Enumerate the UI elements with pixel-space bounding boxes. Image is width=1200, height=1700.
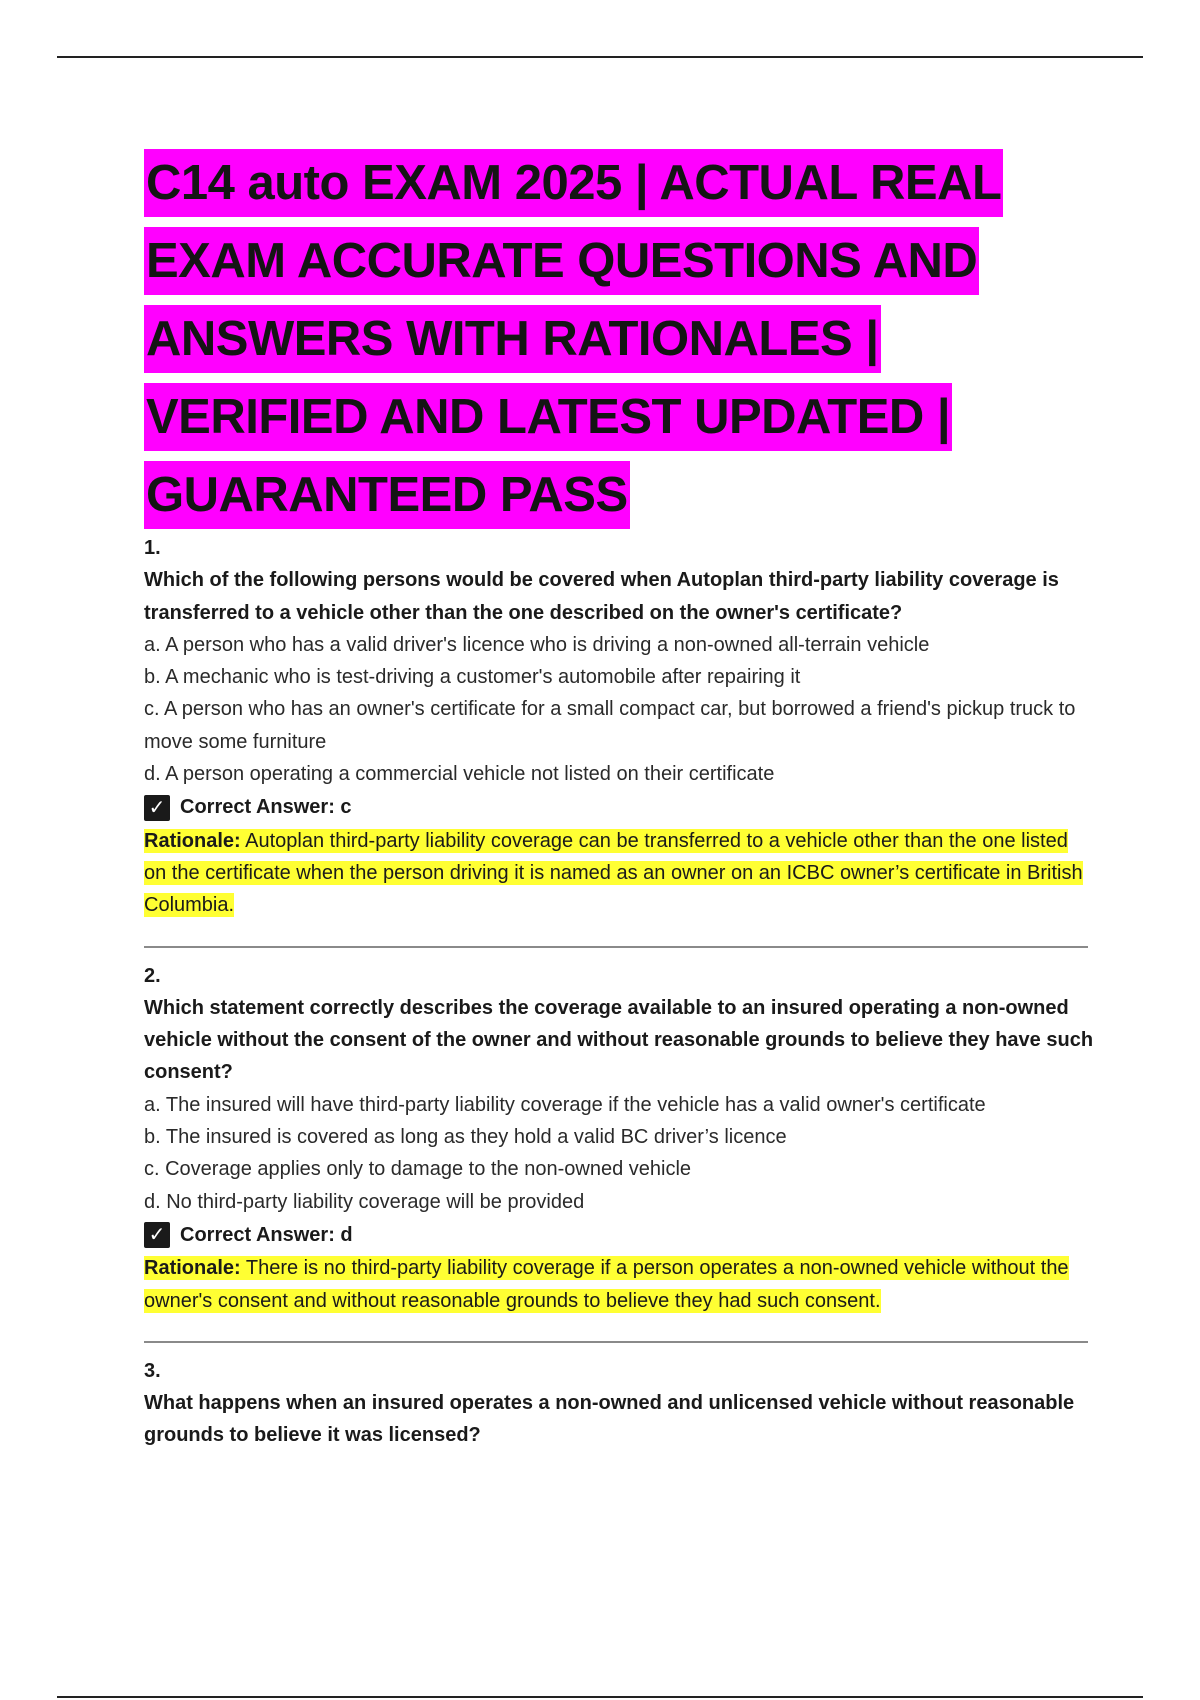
answer-option: d. No third-party liability coverage will be provided [144, 1190, 585, 1213]
checkbox-icon: ✓ [144, 1222, 170, 1248]
rationale [144, 1252, 1094, 1317]
question-number: 3. [144, 1359, 161, 1382]
answer-option: d. A person operating a commercial vehicle not listed on their certificate [144, 763, 775, 786]
answer-option: c. Coverage applies only to damage to the non-owned vehicle [144, 1158, 692, 1181]
question-block [144, 960, 1094, 1317]
answer-option: c. A person who has an owner's certificate for a small compact car, but borrowed a friend's pickup truck to move some furniture [144, 698, 1076, 753]
rationale-label: Rationale: [144, 1257, 241, 1280]
rationale-label: Rationale: [144, 829, 241, 852]
answer-option: a. The insured will have third-party liability coverage if the vehicle has a valid owner's certificate [144, 1093, 986, 1116]
title-line: VERIFIED AND LATEST UPDATED | [144, 383, 952, 451]
checkbox-icon: ✓ [144, 795, 170, 821]
question-divider [144, 946, 1088, 948]
title-line: EXAM ACCURATE QUESTIONS AND [144, 227, 979, 295]
page-bottom-rule [57, 1696, 1143, 1698]
question-text: What happens when an insured operates a non-owned and unlicensed vehicle without reasonable grounds to believe it was licensed? [144, 1392, 1075, 1447]
correct-answer [144, 1219, 1094, 1251]
answer-option: b. A mechanic who is test-driving a customer's automobile after repairing it [144, 666, 801, 689]
answer-option: a. A person who has a valid driver's licence who is driving a non-owned all-terrain vehicle [144, 633, 930, 656]
question-block [144, 1355, 1094, 1452]
title-line: GUARANTEED PASS [144, 461, 630, 529]
rationale [144, 825, 1094, 922]
document-title [144, 146, 1094, 536]
question-text: Which of the following persons would be covered when Autoplan third-party liability coverage is transferred to a vehicle other than the one described on the owner's certificate? [144, 569, 1059, 624]
rationale-text: There is no third-party liability coverage if a person operates a non-owned vehicle without the owner's consent and without reasonable grounds to believe they had such consent. [144, 1257, 1069, 1312]
answer-option: b. The insured is covered as long as they hold a valid BC driver’s licence [144, 1126, 787, 1149]
title-line: C14 auto EXAM 2025 | ACTUAL REAL [144, 149, 1003, 217]
page-top-rule [57, 56, 1143, 58]
title-line: ANSWERS WITH RATIONALES | [144, 305, 881, 373]
question-divider [144, 1341, 1088, 1343]
question-block [144, 532, 1094, 922]
correct-answer-label: Correct Answer: c [180, 796, 352, 819]
rationale-text: Autoplan third-party liability coverage can be transferred to a vehicle other than the one listed on the certificate when the person driving it is named as an owner on an ICBC owner’s certificate in British Columbia. [144, 829, 1083, 917]
question-text: Which statement correctly describes the coverage available to an insured operating a non-owned vehicle without the consent of the owner and without reasonable grounds to believe they have such consent? [144, 996, 1094, 1084]
correct-answer-label: Correct Answer: d [180, 1223, 353, 1246]
question-number: 1. [144, 537, 161, 559]
document-body [144, 146, 1094, 1452]
question-number: 2. [144, 964, 161, 987]
correct-answer [144, 791, 1094, 823]
